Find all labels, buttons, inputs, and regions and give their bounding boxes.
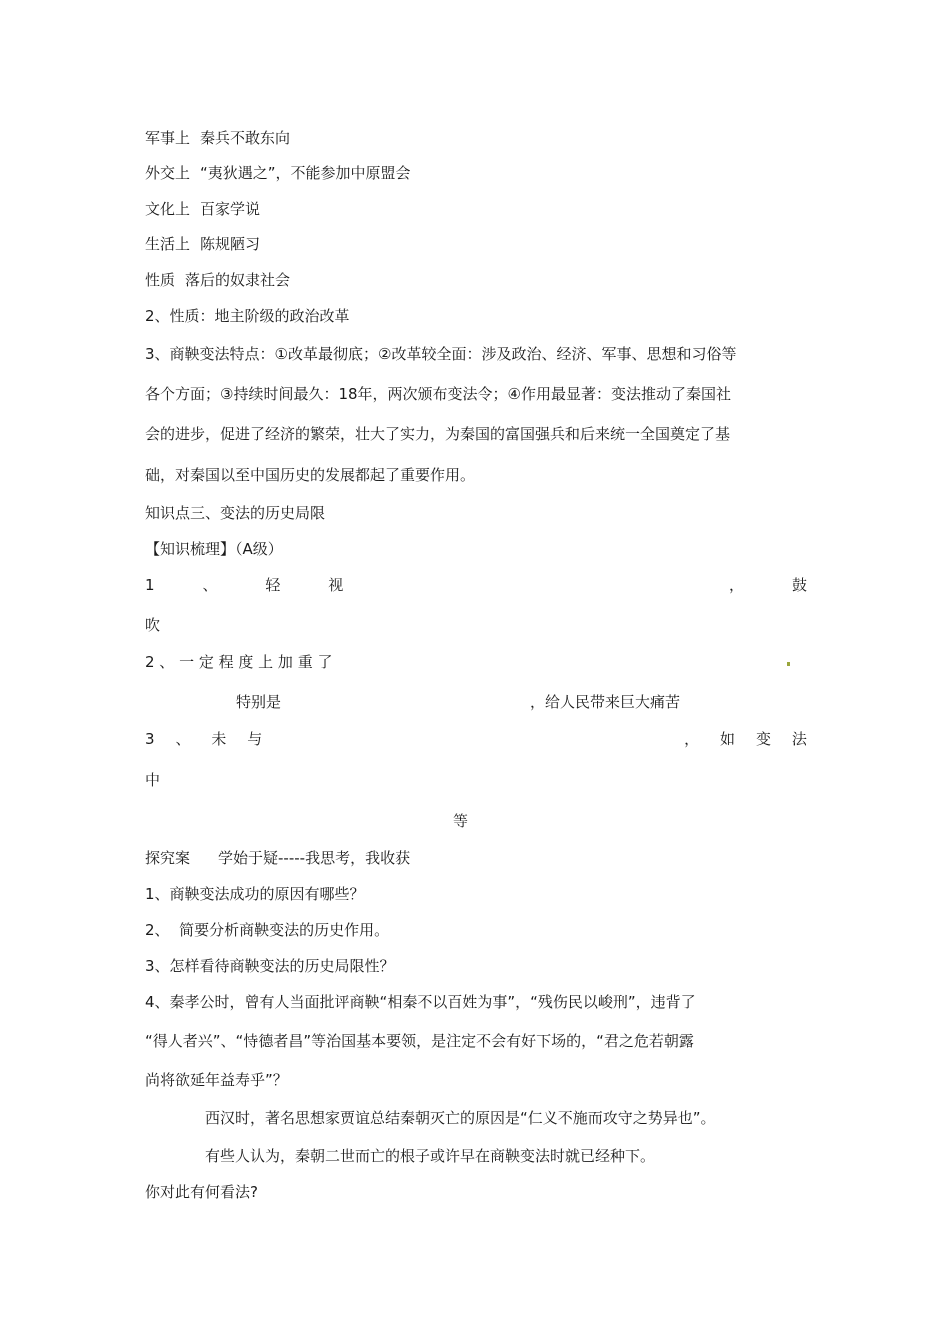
military-line [145,128,290,148]
fill-3-c: 如 [720,730,736,748]
explore-subtitle: 学始于疑-----我思考，我收获 [218,849,411,867]
question-4-line-2: “得人者兴”、“恃德者昌”等治国基本要领，是注定不会有好下场的，“君之危若朝露 [145,1032,694,1050]
question-1: 1、商鞅变法成功的原因有哪些？ [145,885,365,903]
diplomacy-line [145,163,411,183]
fill-1-a: 轻 [265,576,281,594]
fill-3-e: 法 [791,730,807,748]
diplomacy-text: “夷狄遇之”，不能参加中原盟会 [200,164,411,182]
item-2: 2、性质：地主阶级的政治改革 [145,307,350,325]
paragraph-some-people: 有些人认为，秦朝二世而亡的根子或许早在商鞅变法时就已经种下。 [205,1147,656,1165]
culture-label: 文化上 [145,200,191,218]
explore-heading: 探究案 [145,849,191,867]
fill-1-line [145,575,807,595]
question-4-line-3: 尚将欲延年益寿乎”？ [145,1071,288,1089]
culture-text: 百家学说 [200,200,261,218]
question-3: 3、怎样看待商鞅变法的历史局限性？ [145,957,395,975]
diplomacy-label: 外交上 [145,164,191,182]
fill-1-comma: ， [729,576,745,594]
paragraph-jia-yi: 西汉时，著名思想家贾谊总结秦朝灭亡的原因是“仁义不施而攻守之势异也”。 [205,1109,716,1127]
question-4-line-1: 4、秦孝公时，曾有人当面批评商鞅“相秦不以百姓为事”，“残伤民以峻刑”，违背了 [145,993,696,1011]
fill-1-num: 1 [145,576,155,594]
fill-2-sub-a: 特别是 [236,693,282,711]
fill-2-sub-b: ，给人民带来巨大痛苦 [530,693,681,711]
fill-3-sep: 、 [175,730,191,748]
fill-1-continuation: 吹 [145,616,161,634]
explore-heading-line [145,848,410,868]
fill-3-end: 等 [453,812,469,830]
life-label: 生活上 [145,235,191,253]
fill-3-continuation: 中 [145,771,161,789]
item-3-line-4: 础，对秦国以至中国历史的发展都起了重要作用。 [145,466,476,484]
fill-1-sep: 、 [202,576,218,594]
fill-3-line [145,729,807,749]
nature-text: 落后的奴隶社会 [185,271,291,289]
fill-3-num: 3 [145,730,155,748]
fill-3-b: 与 [247,730,263,748]
culture-line [145,199,260,219]
nature-label: 性质 [145,271,176,289]
fill-1-c: 鼓 [791,576,807,594]
item-3-line-1: 3、商鞅变法特点：①改革最彻底；②改革较全面：涉及政治、经济、军事、思想和习俗等 [145,345,737,363]
fill-3-comma: ， [684,730,700,748]
life-line [145,234,260,254]
item-3-line-3: 会的进步，促进了经济的繁荣，壮大了实力，为秦国的富国强兵和后来统一全国奠定了基 [145,425,731,443]
nature-line [145,270,290,290]
life-text: 陈规陋习 [200,235,261,253]
military-label: 军事上 [145,129,191,147]
fill-3-a: 未 [211,730,227,748]
item-3-line-2: 各个方面；③持续时间最久：18年，两次颁布变法令；④作用最显著：变法推动了秦国社 [145,385,731,403]
section-title-kp3: 知识点三、变法的历史局限 [145,504,326,522]
fill-2-line: 2 、 一 定 程 度 上 加 重 了 [145,653,333,671]
question-2: 2、 简要分析商鞅变法的历史作用。 [145,921,390,939]
stray-dot-mark [787,662,790,666]
military-text: 秦兵不敢东向 [200,129,291,147]
fill-1-b: 视 [328,576,344,594]
paragraph-your-view: 你对此有何看法? [145,1183,258,1201]
fill-3-d: 变 [755,730,771,748]
knowledge-combing-label: 【知识梳理】（A级） [145,540,283,558]
